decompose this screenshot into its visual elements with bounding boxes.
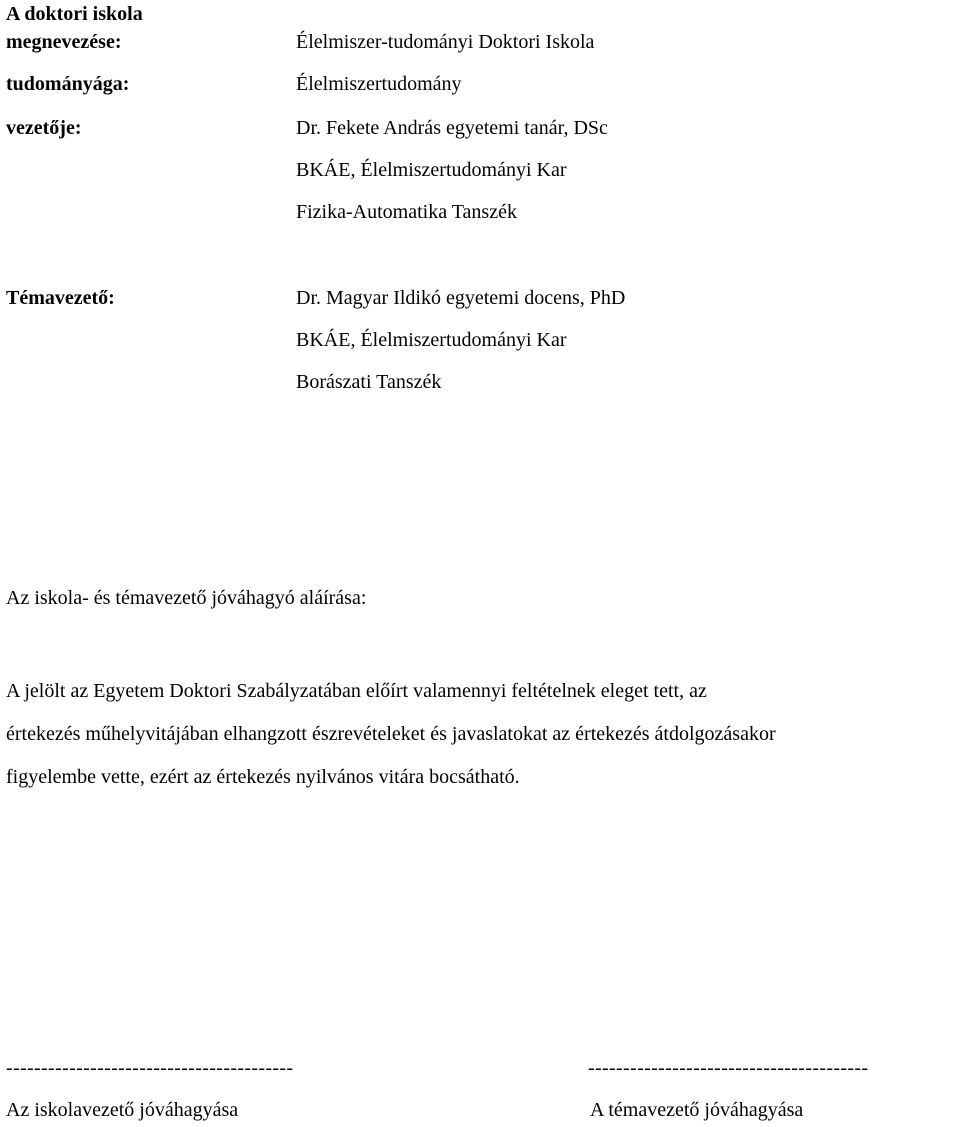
- supervisor-department: Borászati Tanszék: [296, 371, 442, 393]
- school-label-line1: A doktori iskola: [6, 3, 143, 25]
- school-head-approval-caption: Az iskolavezető jóváhagyása: [6, 1099, 239, 1121]
- statement-line: értekezés műhelyvitájában elhangzott észrevételeket és javaslatokat az értekezés átdolgozásakor: [6, 723, 776, 745]
- head-department: Fizika-Automatika Tanszék: [296, 201, 517, 223]
- statement-line: figyelembe vette, ezért az értekezés nyilvános vitára bocsátható.: [6, 766, 520, 788]
- field-label: tudományága:: [6, 73, 130, 95]
- school-name: Élelmiszer-tudományi Doktori Iskola: [296, 31, 595, 53]
- approval-statement: [6, 670, 960, 799]
- statement-line: A jelölt az Egyetem Doktori Szabályzatában előírt valamennyi feltételnek eleget tett, az: [6, 680, 707, 702]
- supervisor-signature-line: ----------------------------------------: [588, 1057, 869, 1079]
- school-head-signature-line: -----------------------------------------: [6, 1057, 294, 1079]
- head-faculty: BKÁE, Élelmiszertudományi Kar: [296, 159, 567, 181]
- head-name: Dr. Fekete András egyetemi tanár, DSc: [296, 117, 608, 139]
- field-value: Élelmiszertudomány: [296, 73, 462, 95]
- supervisor-faculty: BKÁE, Élelmiszertudományi Kar: [296, 329, 567, 351]
- school-label-line2: megnevezése:: [6, 31, 122, 53]
- supervisor-name: Dr. Magyar Ildikó egyetemi docens, PhD: [296, 287, 626, 309]
- approval-heading: Az iskola- és témavezető jóváhagyó aláírása:: [6, 587, 367, 609]
- supervisor-approval-caption: A témavezető jóváhagyása: [590, 1099, 804, 1121]
- supervisor-label: Témavezető:: [6, 287, 115, 309]
- head-label: vezetője:: [6, 117, 82, 139]
